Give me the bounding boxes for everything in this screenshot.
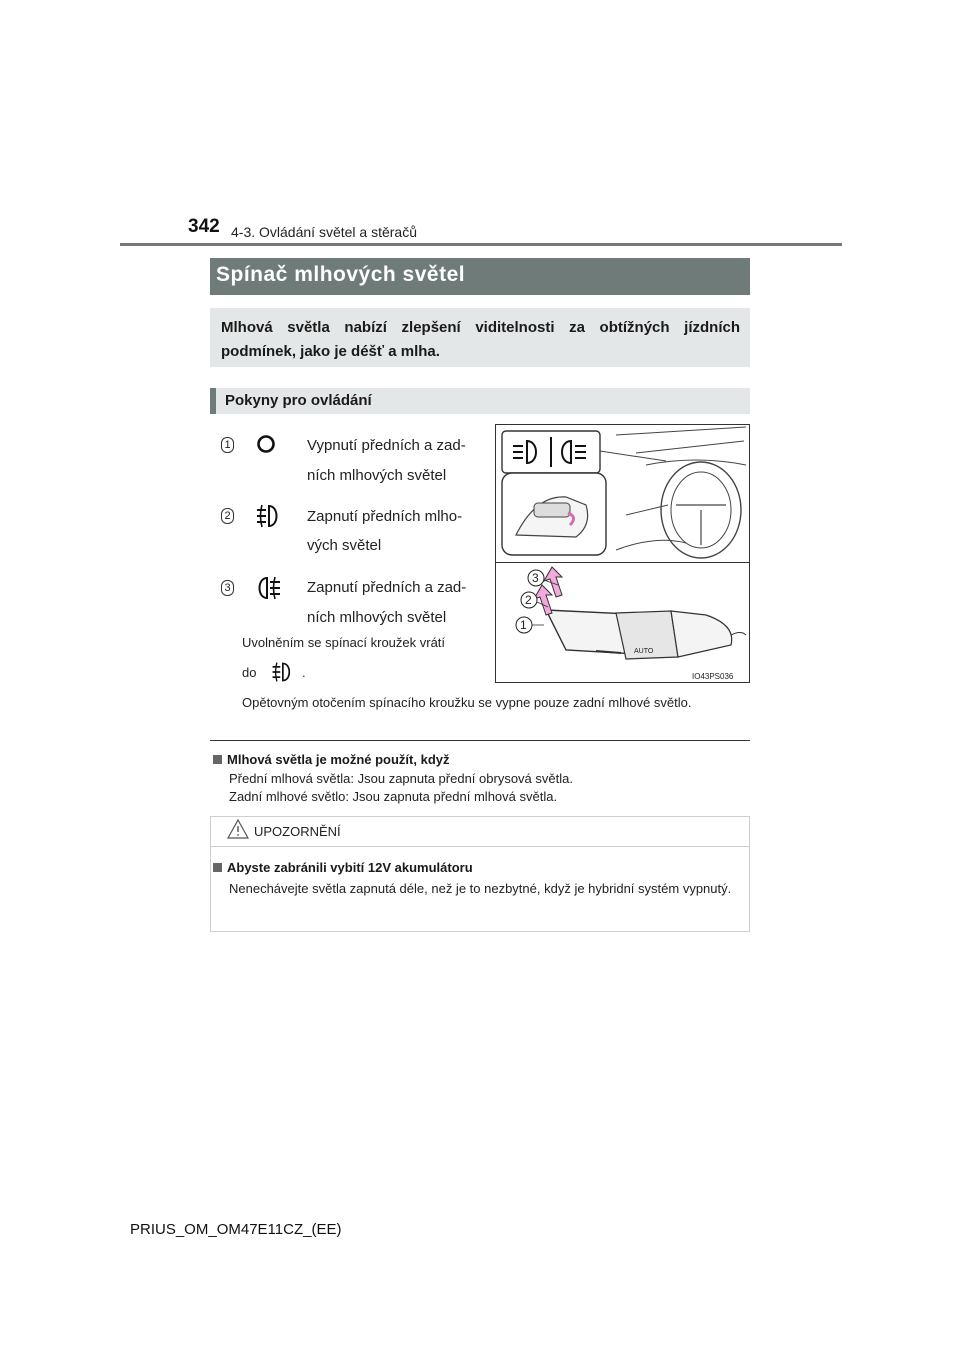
- release-note-suffix: .: [302, 665, 306, 680]
- usable-line-1: Přední mlhová světla: Jsou zapnuta přední obrysová světla.: [229, 771, 573, 786]
- off-circle-icon: [254, 432, 278, 456]
- section-reference: 4-3. Ovládání světel a stěračů: [231, 224, 417, 240]
- figure-separator: [495, 562, 750, 563]
- repeat-note: Opětovným otočením spínacího kroužku se vypne pouze zadní mlhové světlo.: [242, 695, 692, 710]
- item-number-3: 3: [221, 580, 234, 596]
- figure-code: IO43PS036: [692, 672, 734, 681]
- warning-triangle-icon: [226, 818, 250, 840]
- operation-heading: Pokyny pro ovládání: [210, 388, 750, 414]
- usable-line-2: Zadní mlhové světlo: Jsou zapnuta přední mlhová světla.: [229, 789, 558, 804]
- usable-heading-row: [213, 752, 450, 767]
- usable-heading: Mlhová světla je možné použít, když: [227, 752, 450, 767]
- front-fog-icon: [254, 502, 282, 530]
- square-bullet-icon: [213, 863, 222, 872]
- warning-divider: [211, 846, 749, 847]
- item-number-2: 2: [221, 508, 234, 524]
- item-3-line-1: Zapnutí předních a zad-: [307, 579, 467, 596]
- warning-heading: Abyste zabránili vybití 12V akumulátoru: [227, 860, 473, 875]
- section-rule: [210, 740, 750, 741]
- intro-box: [210, 308, 750, 367]
- page-title: Spínač mlhových světel: [210, 258, 750, 295]
- release-note-prefix: do: [242, 665, 257, 680]
- item-3-line-2: ních mlhových světel: [307, 609, 447, 626]
- square-bullet-icon: [213, 755, 222, 764]
- item-1-line-1: Vypnutí předních a zad-: [307, 437, 466, 454]
- callout-3: 3: [532, 571, 539, 585]
- warning-text: Nenechávejte světla zapnutá déle, než je to nezbytné, když je hybridní systém vypnutý.: [229, 881, 732, 896]
- steering-and-lever-illustration: [496, 425, 749, 682]
- document-code: PRIUS_OM_OM47E11CZ_(EE): [130, 1221, 342, 1238]
- warning-heading-row: [213, 860, 473, 875]
- item-number-1: 1: [221, 437, 234, 453]
- page-number: 342: [188, 216, 220, 237]
- warning-label: UPOZORNĚNÍ: [254, 824, 341, 839]
- header-rule: [120, 243, 842, 246]
- intro-text: Mlhová světla nabízí zlepšení viditelnosti za obtížných jízdních podmínek, jako je déšť a mlha.: [221, 319, 740, 360]
- callout-2: 2: [525, 593, 532, 607]
- illustration-figure: [495, 424, 750, 683]
- item-2-line-1: Zapnutí předních mlho-: [307, 508, 463, 525]
- release-note-line-1: Uvolněním se spínací kroužek vrátí: [242, 635, 446, 650]
- item-2-line-2: vých světel: [307, 537, 382, 554]
- callout-1: 1: [520, 618, 527, 632]
- item-1-line-2: ních mlhových světel: [307, 467, 447, 484]
- auto-label: AUTO: [634, 648, 654, 655]
- rear-fog-icon: [254, 574, 282, 602]
- front-fog-icon: [270, 660, 294, 684]
